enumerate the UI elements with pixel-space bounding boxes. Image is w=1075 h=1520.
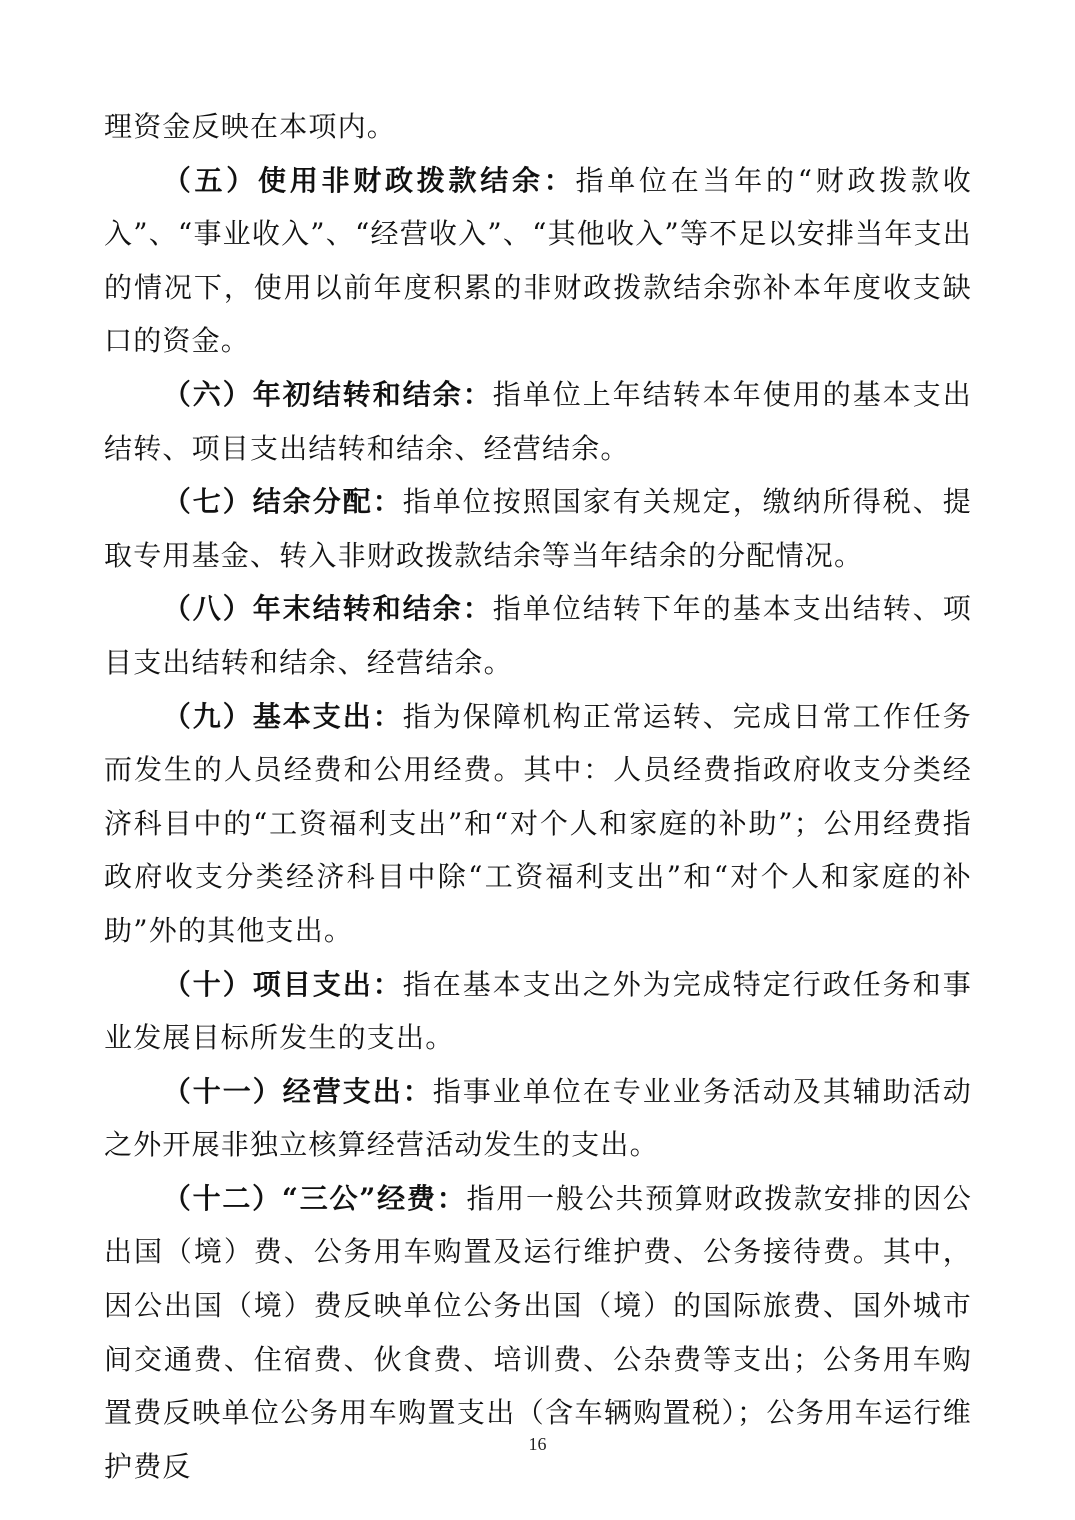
definition-term: （十一）经营支出： bbox=[162, 1074, 433, 1108]
definition-text: 指为保障机构正常运转、完成日常工作任务而发生的人员经费和公用经费。其中：人员经费指政府收支分类经济科目中的“工资福利支出”和“对个人和家庭的补助”；公用经费指政府收支分类经济科目中除“工资福利支出”和“对个人和家庭的补助”外的其他支出。 bbox=[104, 699, 972, 947]
definition-paragraph-9 bbox=[104, 690, 972, 958]
definition-paragraph-8 bbox=[104, 582, 972, 689]
definition-text: 指单位按照国家有关规定，缴纳所得税、提取专用基金、转入非财政拨款结余等当年结余的分配情况。 bbox=[104, 485, 972, 572]
definition-text: 指单位在当年的“财政拨款收入”、“事业收入”、“经营收入”、“其他收入”等不足以安排当年支出的情况下，使用以前年度积累的非财政拨款结余弥补本年度收支缺口的资金。 bbox=[104, 163, 972, 358]
document-page bbox=[104, 100, 972, 1493]
definition-paragraph-7 bbox=[104, 475, 972, 582]
definition-text: 指单位结转下年的基本支出结转、项目支出结转和结余、经营结余。 bbox=[104, 592, 972, 679]
definition-paragraph-11 bbox=[104, 1065, 972, 1172]
intro-paragraph: 理资金反映在本项内。 bbox=[104, 110, 397, 143]
definition-term: （八）年末结转和结余： bbox=[162, 592, 493, 626]
definition-term: （十二）“三公”经费： bbox=[162, 1181, 467, 1215]
definition-term: （十）项目支出： bbox=[162, 967, 403, 1001]
definition-term: （九）基本支出： bbox=[162, 699, 403, 733]
definition-text: 指在基本支出之外为完成特定行政任务和事业发展目标所发生的支出。 bbox=[104, 967, 972, 1055]
definition-term: （五）使用非财政拨款结余： bbox=[162, 163, 576, 197]
definition-paragraph-6 bbox=[104, 368, 972, 475]
definition-text: 指单位上年结转本年使用的基本支出结转、项目支出结转和结余、经营结余。 bbox=[104, 377, 972, 465]
definition-paragraph-10 bbox=[104, 958, 972, 1065]
definition-term: （七）结余分配： bbox=[162, 485, 403, 519]
definition-text: 指事业单位在专业业务活动及其辅助活动之外开展非独立核算经营活动发生的支出。 bbox=[104, 1074, 972, 1162]
definition-paragraph-5 bbox=[104, 154, 972, 368]
definition-term: （六）年初结转和结余： bbox=[162, 377, 493, 411]
definition-text: 指用一般公共预算财政拨款安排的因公出国（境）费、公务用车购置及运行维护费、公务接待费。其中，因公出国（境）费反映单位公务出国（境）的国际旅费、国外城市间交通费、住宿费、伙食费、培训费、公杂费等支出；公务用车购置费反映单位公务用车购置支出（含车辆购置税）；公务用车运行维护费反 bbox=[104, 1181, 972, 1483]
page-number: 16 bbox=[528, 1434, 547, 1454]
